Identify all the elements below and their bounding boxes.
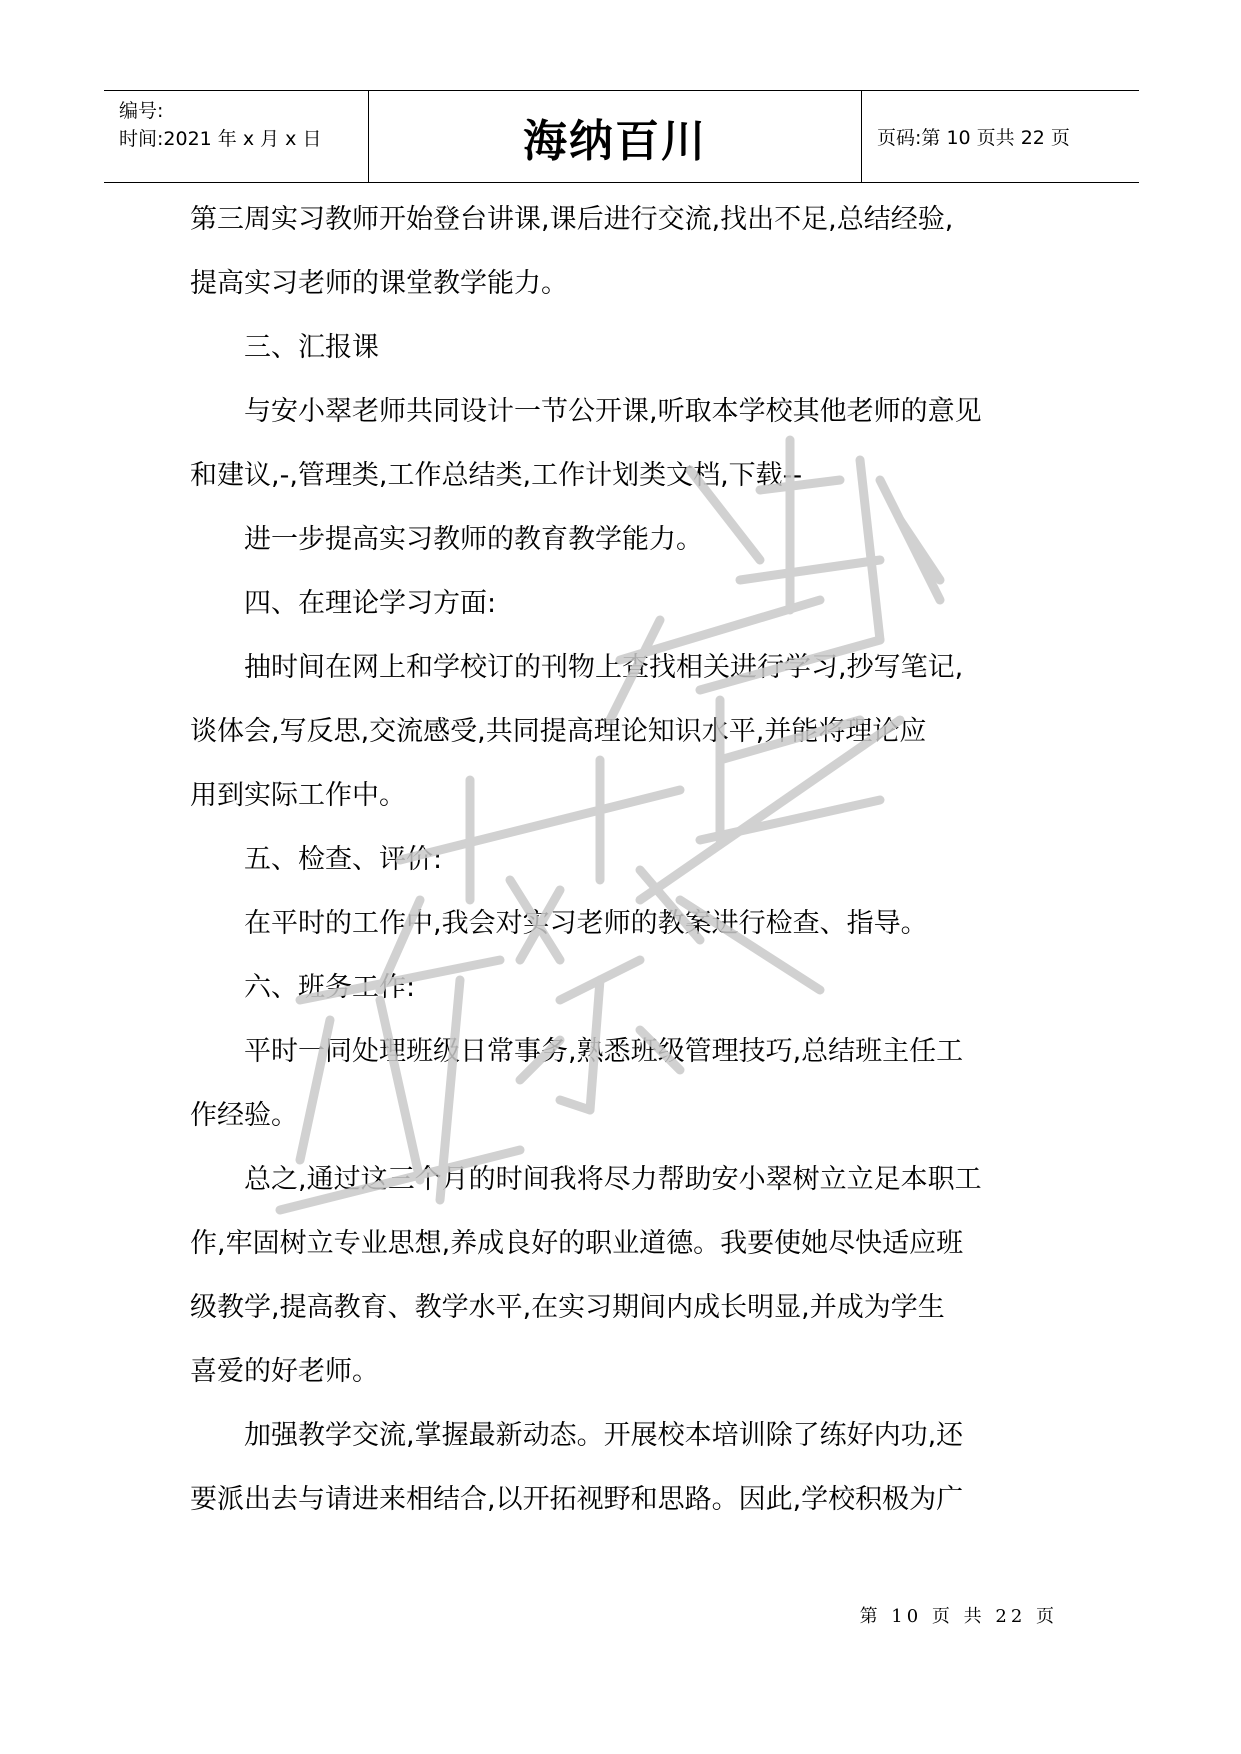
section-heading: 六、班务工作: [244,972,416,1003]
header-meta-cell [104,91,369,182]
header-page-cell [862,91,1139,182]
header-brand-cell [369,91,862,182]
paragraph-line: 进一步提高实习教师的教育教学能力。 [244,524,703,555]
brand-title: 海纳百川 [523,115,707,167]
paragraph-line: 总之,通过这三个月的时间我将尽力帮助安小翠树立立足本职工 [244,1164,982,1195]
paragraph-line: 作,牢固树立专业思想,养成良好的职业道德。我要使她尽快适应班 [190,1228,964,1259]
paragraph-line: 在平时的工作中,我会对实习老师的教案进行检查、指导。 [244,908,928,939]
paragraph-line: 要派出去与请进来相结合,以开拓视野和思路。因此,学校积极为广 [190,1484,964,1515]
paragraph-line: 与安小翠老师共同设计一节公开课,听取本学校其他老师的意见 [244,396,982,427]
document-body [190,188,1060,1532]
paragraph-line: 作经验。 [190,1100,298,1131]
paragraph-line: 谈体会,写反思,交流感受,共同提高理论知识水平,并能将理论应 [190,716,927,747]
header-table [104,90,1139,183]
time-label: 时间:2021 年 x 月 x 日 [119,128,322,150]
number-label: 编号: [119,100,164,122]
section-heading: 三、汇报课 [244,332,379,363]
section-heading: 五、检查、评价: [244,844,443,875]
page-footer: 第 10 页 共 22 页 [859,1606,1058,1627]
section-heading: 四、在理论学习方面: [244,588,497,619]
paragraph-line: 和建议,-,管理类,工作总结类,工作计划类文档,下载-- [190,460,803,491]
paragraph-line: 用到实际工作中。 [190,780,406,811]
paragraph-line: 加强教学交流,掌握最新动态。开展校本培训除了练好内功,还 [244,1420,964,1451]
paragraph-line: 喜爱的好老师。 [190,1356,379,1387]
page-number-label: 页码:第 10 页共 22 页 [877,127,1070,149]
paragraph-line: 提高实习老师的课堂教学能力。 [190,268,568,299]
paragraph-line: 抽时间在网上和学校订的刊物上查找相关进行学习,抄写笔记, [244,652,964,683]
paragraph-line: 平时一同处理班级日常事务,熟悉班级管理技巧,总结班主任工 [244,1036,964,1067]
paragraph-line: 第三周实习教师开始登台讲课,课后进行交流,找出不足,总结经验, [190,204,954,235]
paragraph-line: 级教学,提高教育、教学水平,在实习期间内成长明显,并成为学生 [190,1292,945,1323]
